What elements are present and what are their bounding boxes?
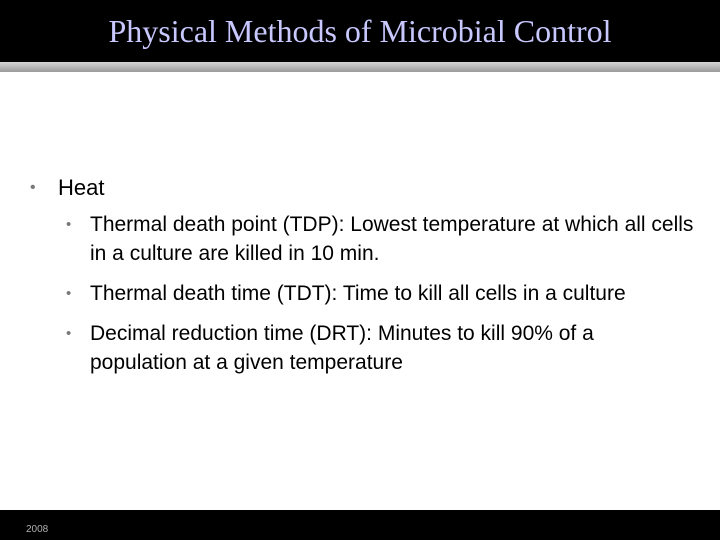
bullet-point-icon: • [66,216,72,233]
subbullet-drt [66,319,710,377]
footer-bar [0,510,720,540]
subbullet-text: Decimal reduction time (DRT): Minutes to kill 90% of a population at a given temperature [90,322,594,374]
subbullet-text: Thermal death time (TDT): Time to kill all cells in a culture [90,282,626,305]
title-divider [0,62,720,72]
subbullet-tdt [66,279,710,308]
slide-body [30,172,710,388]
bullet-point-icon: • [66,325,72,342]
subbullet-text: Thermal death point (TDP): Lowest temperature at which all cells in a culture are killed in 10 min. [90,213,694,265]
subbullet-tdp [66,210,710,268]
slide-title: Physical Methods of Microbial Control [108,13,612,49]
bullet-point-icon: • [30,179,36,196]
bullet-text: Heat [58,175,105,200]
footer-year: 2008 [26,524,49,535]
bullet-heat [30,172,710,204]
bullet-point-icon: • [66,285,72,302]
